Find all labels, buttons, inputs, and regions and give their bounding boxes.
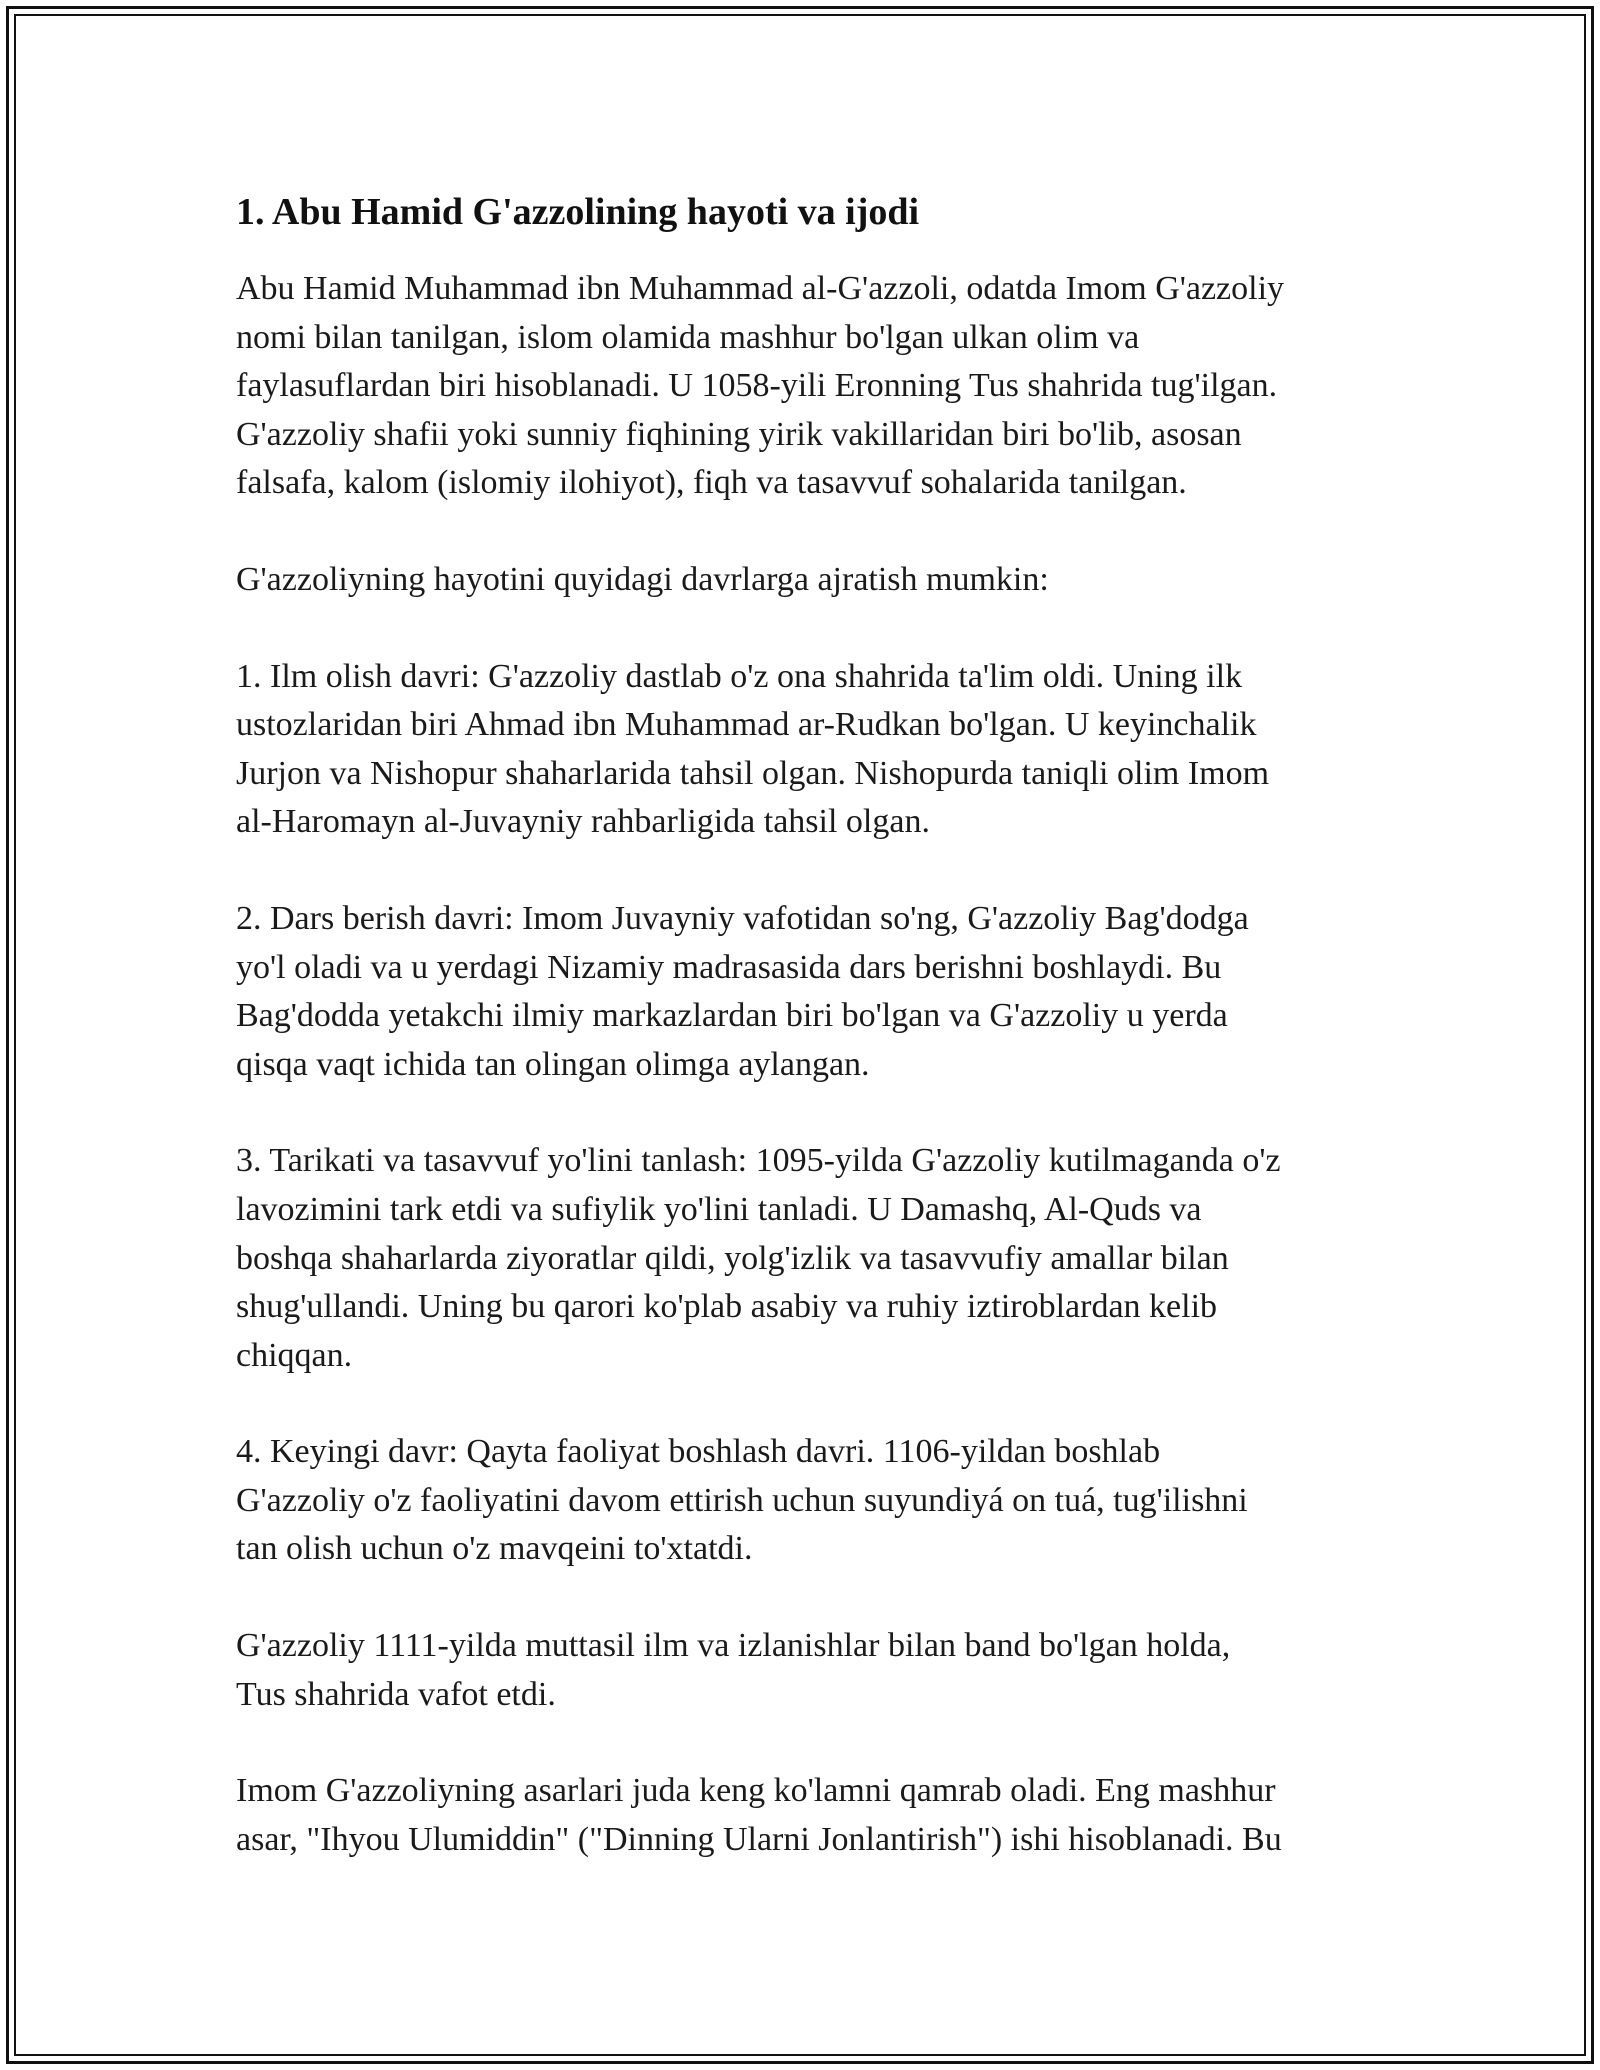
text-line: 4. Keyingi davr: Qayta faoliyat boshlash davri. 1106-yildan boshlab — [236, 1433, 1161, 1471]
text-line: boshqa shaharlarda ziyoratlar qildi, yolg'izlik va tasavvufiy amallar bilan — [236, 1239, 1229, 1277]
text-line: ustozlaridan biri Ahmad ibn Muhammad ar-Rudkan bo'lgan. U keyinchalik — [236, 706, 1257, 744]
text-line: chiqqan. — [236, 1336, 353, 1374]
text-line: 2. Dars berish davri: Imom Juvayniy vafotidan so'ng, G'azzoliy Bag'dodga — [236, 899, 1249, 937]
paragraph-period-3 — [236, 1137, 1376, 1380]
text-line: qisqa vaqt ichida tan olingan olimga aylangan. — [236, 1045, 870, 1083]
text-line: nomi bilan tanilgan, islom olamida mashhur bo'lgan ulkan olim va — [236, 318, 1140, 356]
text-line: Bag'dodda yetakchi ilmiy markazlardan biri bo'lgan va G'azzoliy u yerda — [236, 997, 1228, 1035]
text-line: tan olish uchun o'z mavqeini to'xtatdi. — [236, 1530, 753, 1568]
text-line: lavozimini tark etdi va sufiylik yo'lini tanladi. U Damashq, Al-Quds va — [236, 1190, 1202, 1228]
text-line: G'azzoliy o'z faoliyatini davom ettirish uchun suyundiyá on tuá, tug'ilishni — [236, 1481, 1248, 1519]
text-line: Abu Hamid Muhammad ibn Muhammad al-G'azzoli, odatda Imom G'azzoliy — [236, 270, 1285, 307]
text-line: G'azzoliy 1111-yilda muttasil ilm va izlanishlar bilan band bo'lgan holda, — [236, 1627, 1231, 1665]
document-body — [236, 186, 1376, 1912]
text-line: G'azzoliy shafii yoki sunniy fiqhining yirik vakillaridan biri bo'lib, asosan — [236, 415, 1242, 453]
text-line: G'azzoliyning hayotini quyidagi davrlarga ajratish mumkin: — [236, 560, 1049, 598]
paragraph-period-2 — [236, 895, 1376, 1089]
text-line: faylasuflardan biri hisoblanadi. U 1058-yili Eronning Tus shahrida tug'ilgan. — [236, 367, 1278, 405]
text-line: asar, "Ihyou Ulumiddin" ("Dinning Ularni Jonlantirish") ishi hisoblanadi. Bu — [236, 1820, 1282, 1858]
text-line: yo'l oladi va u yerdagi Nizamiy madrasasida dars berishni boshlaydi. Bu — [236, 948, 1222, 986]
text-line: shug'ullandi. Uning bu qarori ko'plab asabiy va ruhiy iztiroblardan kelib — [236, 1288, 1218, 1326]
paragraph-periods-intro — [236, 556, 1376, 605]
text-line: falsafa, kalom (islomiy ilohiyot), fiqh va tasavvuf sohalarida tanilgan. — [236, 464, 1187, 502]
paragraph-works — [236, 1767, 1376, 1864]
text-line: 3. Tarikati va tasavvuf yo'lini tanlash: 1095-yilda G'azzoliy kutilmaganda o'z — [236, 1142, 1281, 1180]
paragraph-intro — [236, 265, 1376, 508]
paragraph-period-1 — [236, 653, 1376, 847]
text-line: Jurjon va Nishopur shaharlarida tahsil olgan. Nishopurda taniqli olim Imom — [236, 754, 1270, 792]
text-line: 1. Ilm olish davri: G'azzoliy dastlab o'z ona shahrida ta'lim oldi. Uning ilk — [236, 657, 1243, 695]
text-line: Tus shahrida vafot etdi. — [236, 1675, 556, 1713]
paragraph-period-4 — [236, 1428, 1376, 1574]
text-line: al-Haromayn al-Juvayniy rahbarligida tahsil olgan. — [236, 803, 930, 841]
document-title: 1. Abu Hamid G'azzolining hayoti va ijodi — [236, 191, 920, 233]
text-line: Imom G'azzoliyning asarlari juda keng ko'lamni qamrab oladi. Eng mashhur — [236, 1772, 1276, 1810]
paragraph-death — [236, 1622, 1376, 1719]
